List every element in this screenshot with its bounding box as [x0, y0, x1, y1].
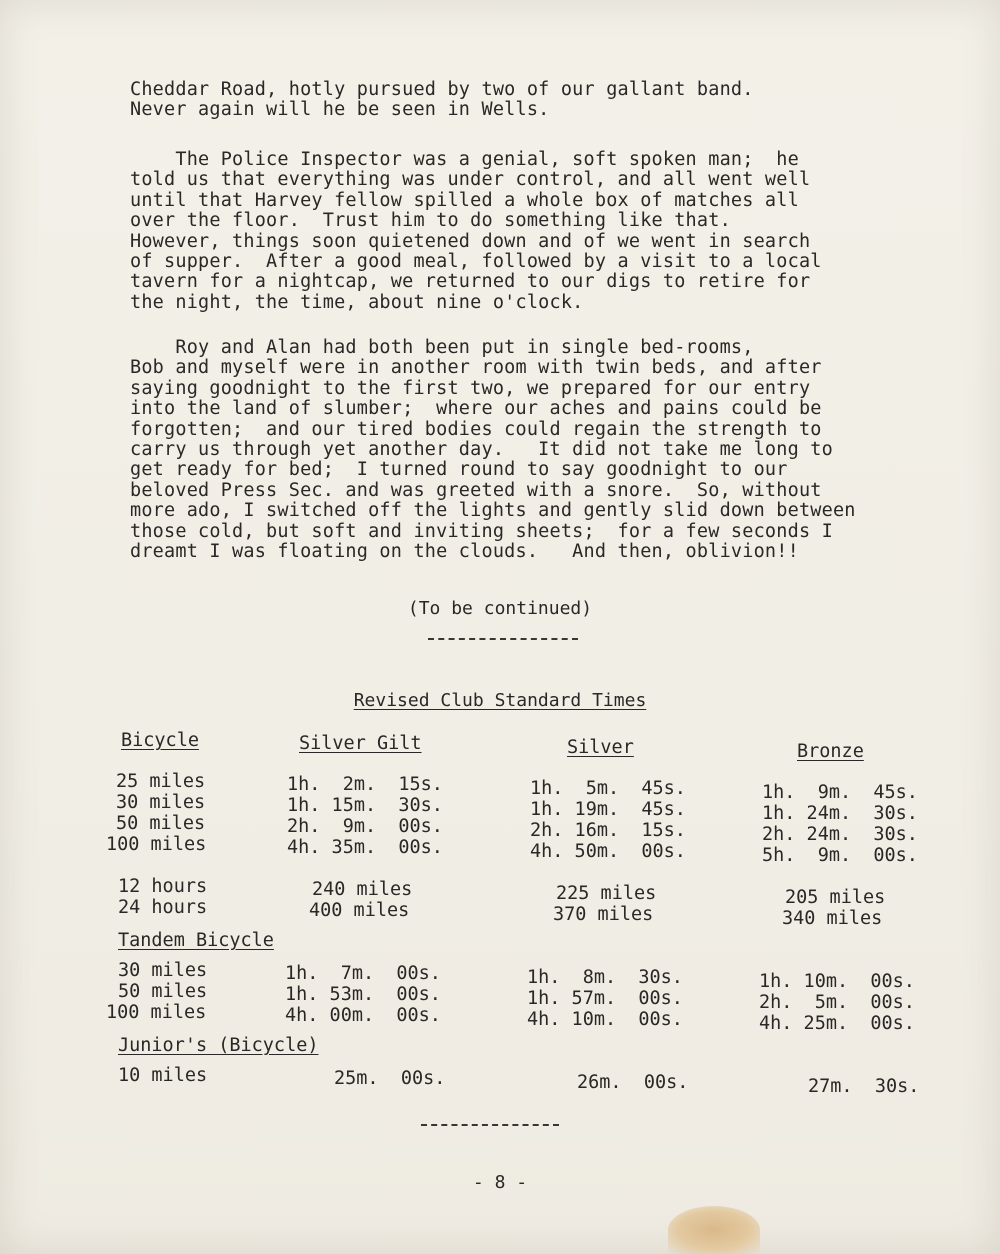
cell-bronze: 1h. 10m. 00s. — [759, 971, 915, 992]
row-label: 30 miles — [116, 792, 206, 813]
text-line: The Police Inspector was a genial, soft spoken man; he — [130, 149, 799, 170]
text-line: Never again will he be seen in Wells. — [130, 99, 550, 121]
cell-bronze: 5h. 9m. 00s. — [762, 845, 918, 866]
header-junior: Junior's (Bicycle) — [118, 1035, 319, 1056]
header-bronze: Bronze — [797, 741, 864, 762]
text-line: of supper. After a good meal, followed by a visit to a local — [130, 251, 822, 273]
cell-silver-gilt: 1h. 15m. 30s. — [287, 795, 443, 816]
cell-bronze: 205 miles — [785, 887, 886, 908]
story-paragraph-3 — [130, 338, 930, 562]
cell-silver: 2h. 16m. 15s. — [530, 820, 686, 841]
cell-silver: 370 miles — [553, 904, 654, 925]
cell-silver: 4h. 10m. 00s. — [527, 1009, 683, 1030]
text-line: over the floor. Trust him to do something like that. — [130, 210, 731, 232]
cell-bronze: 2h. 5m. 00s. — [759, 992, 915, 1013]
cell-silver: 26m. 00s. — [577, 1072, 689, 1093]
story-paragraph-1 — [130, 80, 930, 121]
text-line: Bob and myself were in another room with twin beds, and after — [130, 357, 822, 379]
cell-silver-gilt: 4h. 35m. 00s. — [287, 837, 443, 858]
story-paragraph-2 — [130, 150, 930, 313]
text-line: tavern for a nightcap, we returned to our digs to retire for — [130, 271, 811, 293]
row-label: 100 miles — [106, 1002, 207, 1023]
text-line: carry us through yet another day. It did not take me long to — [130, 439, 833, 461]
text-line: told us that everything was under control, and all went well — [130, 169, 811, 191]
cell-bronze: 27m. 30s. — [808, 1076, 920, 1097]
row-label: 12 hours — [118, 876, 208, 897]
cell-bronze: 340 miles — [782, 908, 883, 929]
cell-silver: 225 miles — [556, 883, 657, 904]
cell-bronze: 1h. 24m. 30s. — [762, 803, 918, 824]
text-line: until that Harvey fellow spilled a whole box of matches all — [130, 189, 799, 211]
text-line: saying goodnight to the first two, we prepared for our entry — [130, 377, 811, 399]
text-line: However, things soon quietened down and of we went in search — [130, 230, 811, 252]
header-silver-gilt: Silver Gilt — [299, 733, 422, 754]
cell-silver-gilt: 25m. 00s. — [334, 1068, 446, 1089]
divider-rule — [421, 1124, 559, 1126]
cell-bronze: 4h. 25m. 00s. — [759, 1013, 915, 1034]
row-label: 24 hours — [118, 897, 208, 918]
header-tandem: Tandem Bicycle — [118, 930, 274, 951]
cell-bronze: 1h. 9m. 45s. — [762, 782, 918, 803]
text-line: forgotten; and our tired bodies could regain the strength to — [130, 418, 822, 440]
cell-silver-gilt: 1h. 53m. 00s. — [285, 984, 441, 1005]
cell-silver: 4h. 50m. 00s. — [530, 841, 686, 862]
page-number: - 8 - — [472, 1172, 528, 1193]
cell-silver-gilt: 4h. 00m. 00s. — [285, 1005, 441, 1026]
row-label: 50 miles — [116, 813, 206, 834]
row-label: 50 miles — [118, 981, 208, 1002]
text-line: get ready for bed; I turned round to say goodnight to our — [130, 459, 788, 481]
cell-silver-gilt: 240 miles — [312, 879, 413, 900]
cell-silver: 1h. 19m. 45s. — [530, 799, 686, 820]
cell-silver: 1h. 5m. 45s. — [530, 778, 686, 799]
text-line: those cold, but soft and inviting sheets; for a few seconds I — [130, 520, 833, 542]
text-line: dreamt I was floating on the clouds. And then, oblivion!! — [130, 541, 799, 563]
text-line: Roy and Alan had both been put in single bed-rooms, — [130, 337, 754, 358]
paper-stain — [668, 1206, 760, 1254]
row-label: 100 miles — [106, 834, 207, 855]
text-line: Cheddar Road, hotly pursued by two of our gallant band. — [130, 79, 754, 100]
row-label: 10 miles — [118, 1065, 208, 1086]
cell-silver-gilt: 400 miles — [309, 900, 410, 921]
table-title: Revised Club Standard Times — [353, 690, 647, 711]
text-line: beloved Press Sec. and was greeted with a snore. So, without — [130, 479, 822, 501]
header-bicycle: Bicycle — [121, 730, 199, 751]
text-line: more ado, I switched off the lights and gently slid down between — [130, 500, 856, 522]
cell-silver: 1h. 8m. 30s. — [527, 967, 683, 988]
row-label: 30 miles — [118, 960, 208, 981]
text-line: the night, the time, about nine o'clock. — [130, 291, 584, 313]
to-be-continued: (To be continued) — [407, 598, 593, 619]
header-silver: Silver — [567, 737, 634, 758]
row-label: 25 miles — [116, 771, 206, 792]
cell-silver: 1h. 57m. 00s. — [527, 988, 683, 1009]
cell-silver-gilt: 2h. 9m. 00s. — [287, 816, 443, 837]
divider-rule — [428, 638, 578, 640]
text-line: into the land of slumber; where our aches and pains could be — [130, 398, 822, 420]
cell-bronze: 2h. 24m. 30s. — [762, 824, 918, 845]
cell-silver-gilt: 1h. 2m. 15s. — [287, 774, 443, 795]
cell-silver-gilt: 1h. 7m. 00s. — [285, 963, 441, 984]
